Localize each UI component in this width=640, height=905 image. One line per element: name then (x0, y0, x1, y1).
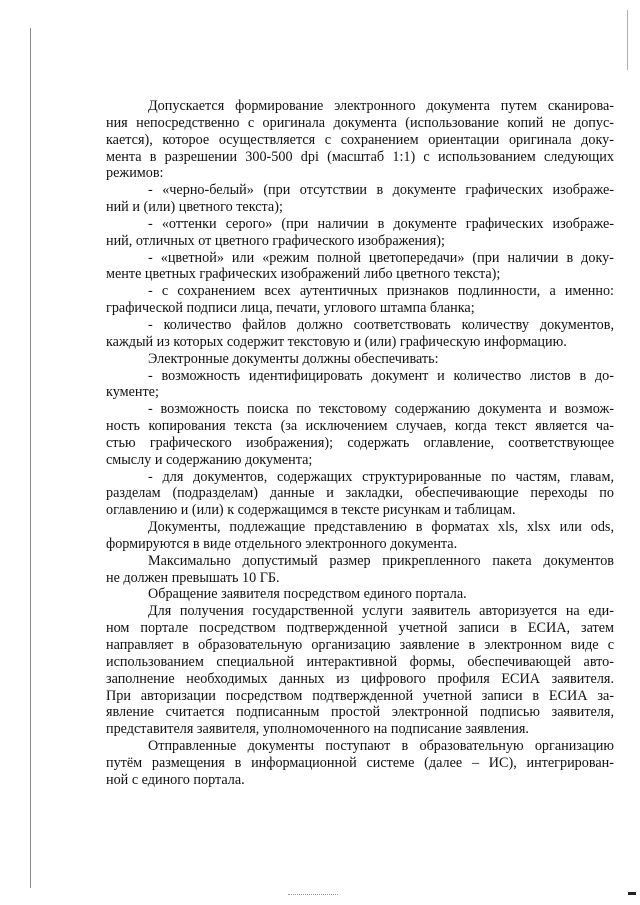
document-line: явление считается подписанным простой электронной подписью заявителя, (106, 704, 614, 721)
document-line: ния непосредственно с оригинала документа (использование копий не допус- (106, 114, 614, 131)
document-line: менте цветных графических изображений либо цветного текста); (106, 266, 501, 283)
document-line: ний, отличных от цветного графического изображения); (106, 232, 445, 249)
document-line: - «оттенки серого» (при наличии в документе графических изображе- (148, 215, 614, 232)
document-line: режимов: (106, 165, 164, 182)
document-line: каждый из которых содержит текстовую и (или) графическую информацию. (106, 333, 567, 350)
document-line: При авторизации посредством подтвержденной учетной записи в ЕСИА за- (106, 687, 614, 704)
document-line: формируются в виде отдельного электронного документа. (106, 535, 458, 552)
document-line: - возможность идентифицировать документ и количество листов в до- (148, 367, 614, 384)
document-line: ность копирования текста (за исключением случаев, когда текст является ча- (106, 418, 614, 435)
document-line: Документы, подлежащие представлению в форматах xls, xlsx или ods, (148, 519, 614, 536)
document-line: мента в разрешении 300-500 dpi (масштаб 1:1) с использованием следующих (106, 148, 614, 165)
document-line: не должен превышать 10 ГБ. (106, 569, 280, 586)
document-line: Допускается формирование электронного документа путем сканирова- (148, 98, 614, 114)
document-line: Для получения государственной услуги заявитель авторизуется на еди- (148, 603, 614, 620)
document-line: ний и (или) цветного текста); (106, 199, 283, 216)
document-body (106, 98, 614, 789)
document-line: Электронные документы должны обеспечивать: (148, 350, 439, 367)
document-line: разделам (подразделам) данные и закладки, обеспечивающие переходы по (106, 485, 614, 502)
right-edge-line (627, 10, 628, 70)
document-line: ной с единого портала. (106, 771, 245, 788)
document-line: ном портале посредством подтвержденной учетной записи в ЕСИА, затем (106, 620, 614, 637)
document-line: - «черно-белый» (при отсутствии в документе графических изображе- (148, 182, 614, 199)
left-margin-line (30, 28, 31, 888)
document-line: - возможность поиска по текстовому содержанию документа и возмож- (148, 401, 614, 418)
document-line: графической подписи лица, печати, углового штампа бланка; (106, 300, 475, 317)
scan-edge-mark (628, 892, 636, 895)
document-line: оглавлению и (или) к содержащимся в тексте рисункам и таблицам. (106, 502, 516, 519)
document-line: заполнение необходимых данных из цифрового профиля ЕСИА заявителя. (106, 670, 614, 687)
document-line: использованием специальной интерактивной формы, обеспечивающей авто- (106, 653, 614, 670)
document-line: смыслу и содержанию документа; (106, 451, 313, 468)
document-line: Отправленные документы поступают в образовательную организацию (148, 738, 614, 755)
document-line: кается), которое осуществляется с сохранением ориентации оригинала доку- (106, 131, 614, 148)
document-line: - «цветной» или «режим полной цветопередачи» (при наличии в доку- (148, 249, 614, 266)
document-line: - для документов, содержащих структурированные по частям, главам, (148, 468, 614, 485)
document-line: путём размещения в информационной системе (далее – ИС), интегрирован- (106, 754, 614, 771)
scan-artifact-dots (288, 894, 338, 897)
document-line: стью графического изображения); содержать оглавление, соответствующее (106, 434, 614, 451)
document-line: представителя заявителя, уполномоченного на подписание заявления. (106, 721, 529, 738)
document-line: Обращение заявителя посредством единого портала. (148, 586, 467, 603)
document-line: - с сохранением всех аутентичных признаков подлинности, а именно: (148, 283, 614, 300)
document-line: кументе; (106, 384, 159, 401)
document-line: - количество файлов должно соответствовать количеству документов, (148, 316, 614, 333)
document-line: Максимально допустимый размер прикрепленного пакета документов (148, 552, 614, 569)
document-line: направляет в образовательную организацию заявление в электронном виде с (106, 637, 614, 653)
